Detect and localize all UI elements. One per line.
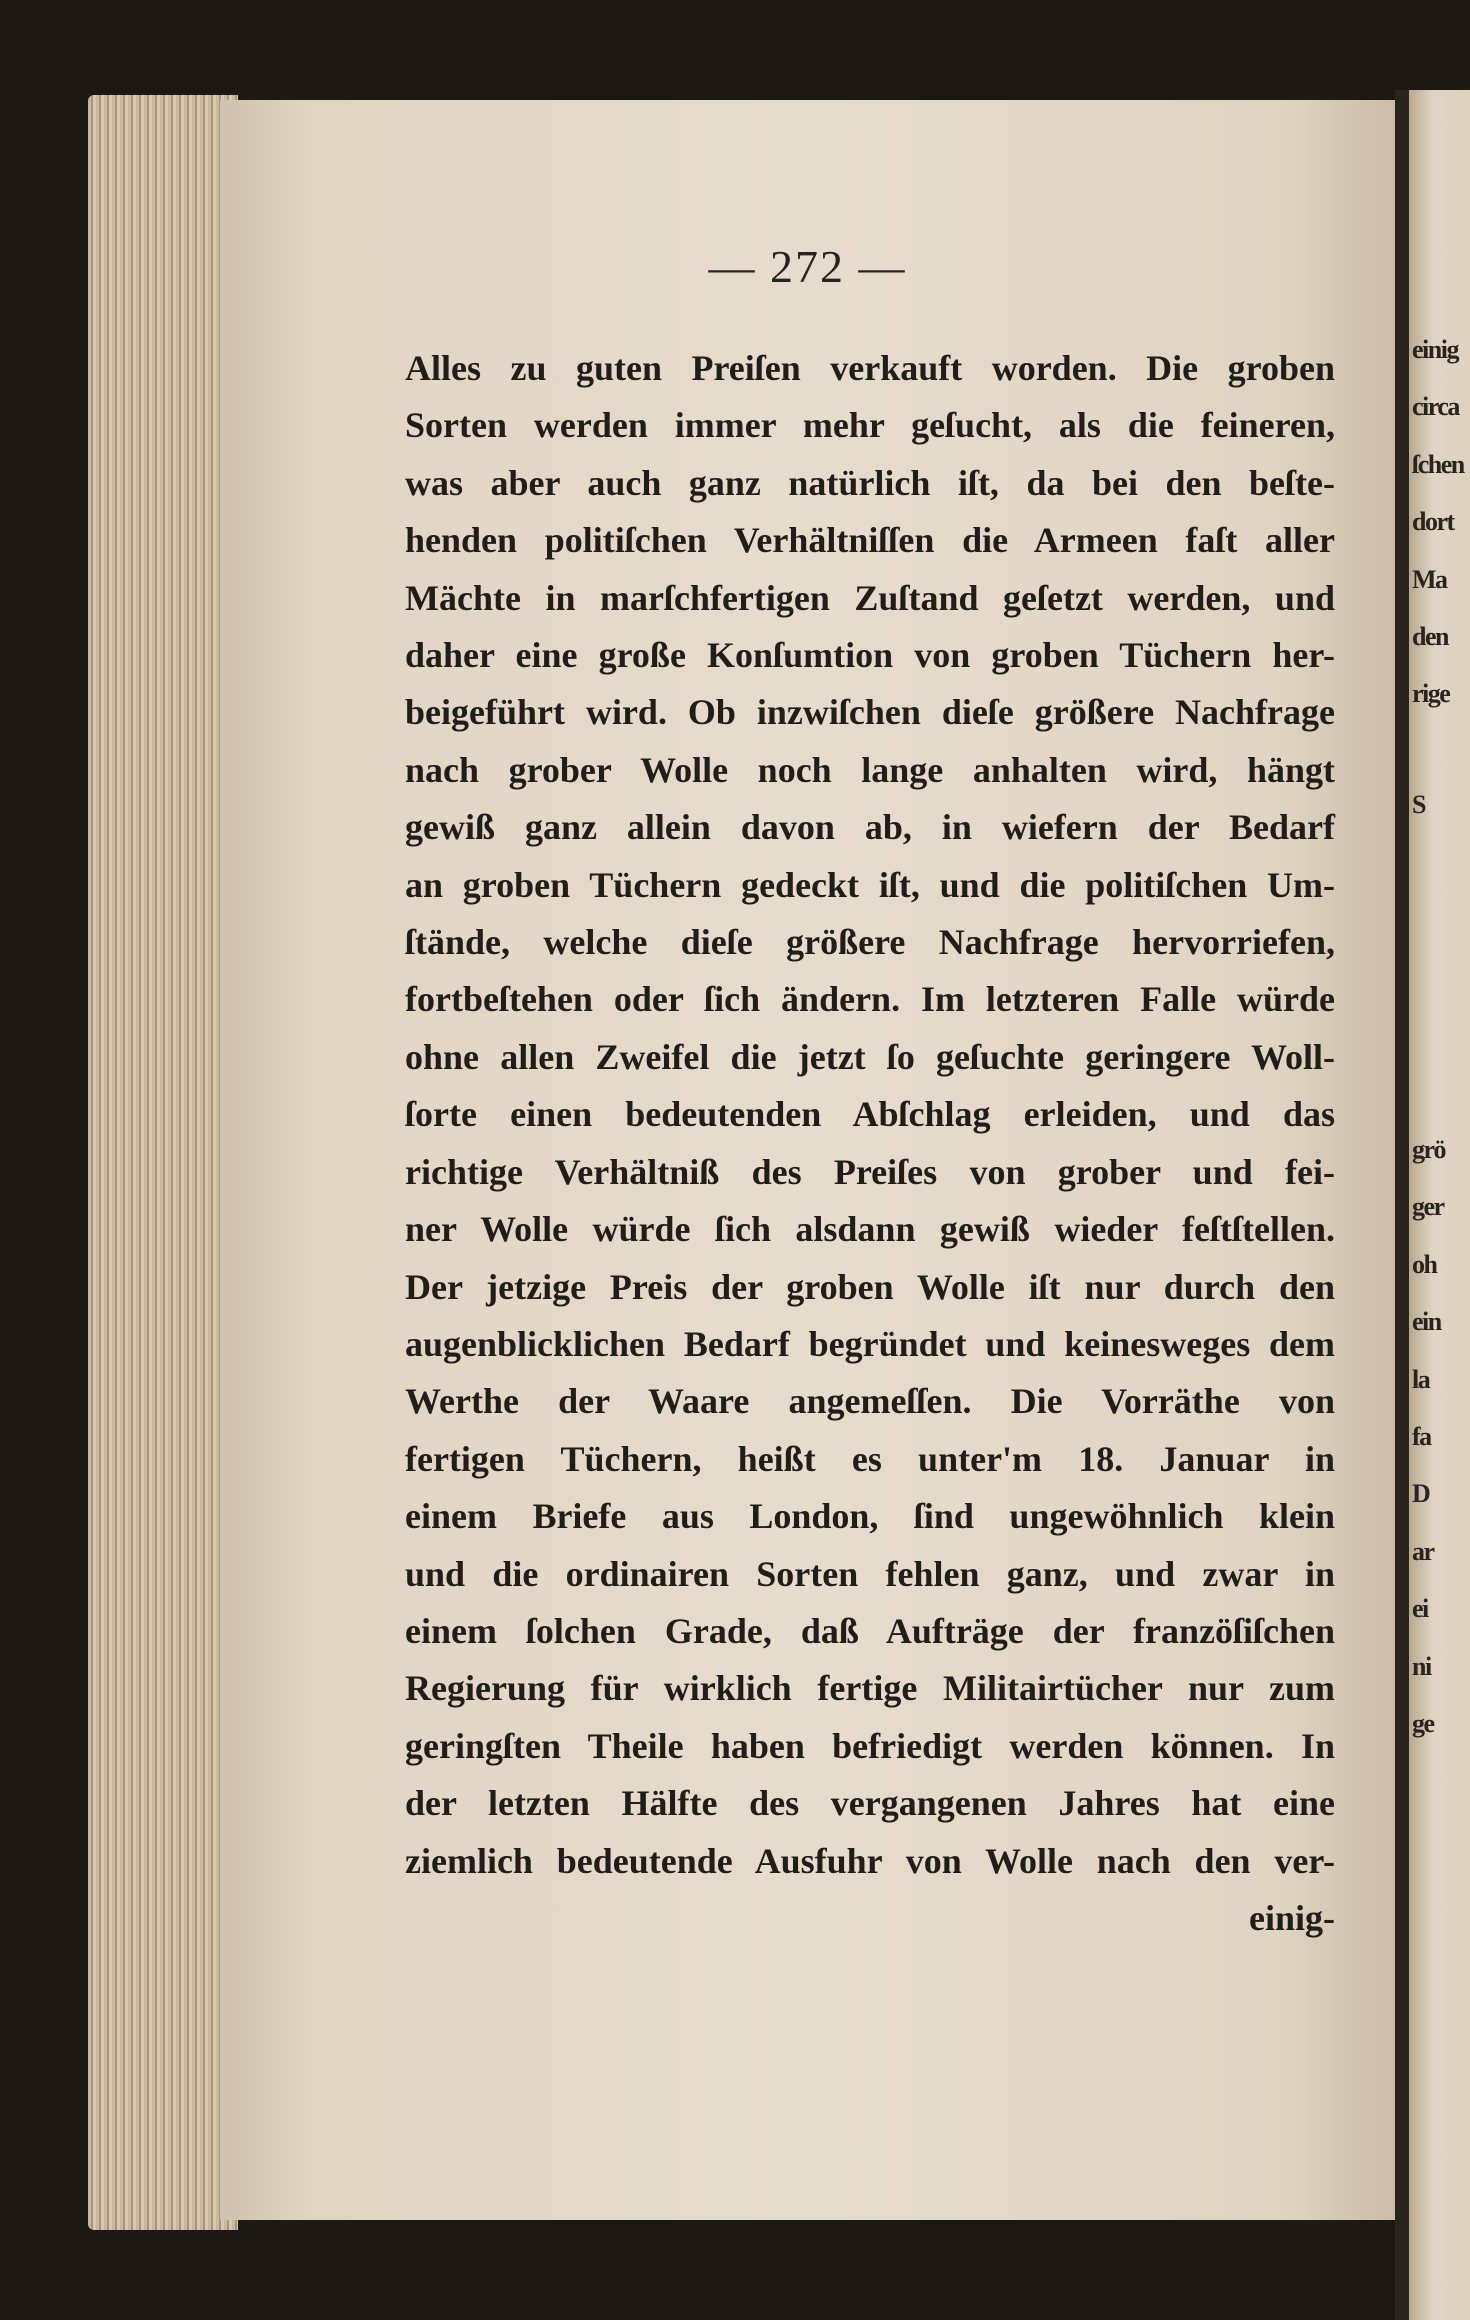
book-gutter	[1395, 90, 1409, 2320]
next-page-fragment: einig	[1412, 335, 1458, 364]
text-line: nach grober Wolle noch lange anhalten wird, hängt	[405, 749, 1335, 790]
next-page-fragment: D	[1412, 1479, 1430, 1509]
text-line: Regierung für wirklich fertige Militairtücher nur zum	[405, 1668, 1335, 1709]
next-page-fragment: ger	[1412, 1192, 1444, 1222]
text-line: richtige Verhältniß des Preiſes von grober und fei-	[405, 1151, 1335, 1192]
next-page-fragment: S	[1412, 790, 1425, 819]
text-line: Der jetzige Preis der groben Wolle iſt nur durch den	[405, 1266, 1335, 1307]
next-page-fragment: ge	[1412, 1709, 1434, 1738]
text-line: an groben Tüchern gedeckt iſt, und die politiſchen Um-	[405, 864, 1335, 905]
next-page-fragment: circa	[1412, 392, 1459, 422]
page-number: — 272 —	[708, 241, 907, 292]
next-page-edge	[1409, 90, 1470, 2320]
text-line: beigeführt wird. Ob inzwiſchen dieſe größere Nachfrage	[405, 692, 1335, 733]
next-page-fragment: ſchen	[1412, 449, 1464, 479]
next-page-fragment: ein	[1412, 1307, 1441, 1337]
text-line: ner Wolle würde ſich alsdann gewiß wieder feſtſtellen.	[405, 1209, 1335, 1250]
book-page	[220, 100, 1395, 2220]
text-line: Werthe der Waare angemeſſen. Die Vorräthe von	[405, 1381, 1335, 1422]
next-page-fragment: rige	[1412, 679, 1450, 709]
text-line: augenblicklichen Bedarf begründet und keinesweges dem	[405, 1323, 1335, 1364]
next-page-fragment: ni	[1412, 1651, 1431, 1681]
next-page-fragment: Ma	[1412, 564, 1447, 594]
text-line: daher eine große Konſumtion von groben Tüchern her-	[405, 635, 1335, 676]
text-line: der letzten Hälfte des vergangenen Jahres hat eine	[405, 1783, 1335, 1824]
text-line: henden politiſchen Verhältniſſen die Armeen faſt aller	[405, 520, 1335, 561]
text-line: Mächte in marſchfertigen Zuſtand geſetzt werden, und	[405, 577, 1335, 618]
text-line: gewiß ganz allein davon ab, in wiefern der Bedarf	[405, 807, 1335, 848]
next-page-fragment: den	[1412, 622, 1448, 651]
text-line: Sorten werden immer mehr geſucht, als die feineren,	[405, 405, 1335, 446]
next-page-fragment: grö	[1412, 1135, 1446, 1164]
page-stack-edges	[88, 95, 238, 2230]
body-text	[405, 340, 1335, 1947]
text-line: einem ſolchen Grade, daß Aufträge der franzöſiſchen	[405, 1610, 1335, 1651]
text-line: geringſten Theile haben befriedigt werden können. In	[405, 1725, 1335, 1766]
next-page-fragment: fa	[1412, 1422, 1431, 1451]
next-page-fragment: oh	[1412, 1249, 1437, 1279]
text-line: ſtände, welche dieſe größere Nachfrage hervorriefen,	[405, 922, 1335, 963]
next-page-fragment: dort	[1412, 507, 1454, 537]
text-line: und die ordinairen Sorten fehlen ganz, und zwar in	[405, 1553, 1335, 1594]
text-line: fertigen Tüchern, heißt es unter'm 18. Januar in	[405, 1438, 1335, 1479]
text-line: ohne allen Zweifel die jetzt ſo geſuchte geringere Woll-	[405, 1036, 1335, 1077]
text-line: einem Briefe aus London, ſind ungewöhnlich klein	[405, 1496, 1335, 1537]
text-line: ziemlich bedeutende Ausfuhr von Wolle nach den ver-	[405, 1840, 1335, 1881]
text-line: Alles zu guten Preiſen verkauft worden. Die groben	[405, 348, 1335, 388]
next-page-fragment: la	[1412, 1364, 1430, 1394]
text-line: ſorte einen bedeutenden Abſchlag erleiden, und das	[405, 1094, 1335, 1135]
text-line: was aber auch ganz natürlich iſt, da bei den beſte-	[405, 462, 1335, 503]
text-line: fortbeſtehen oder ſich ändern. Im letzteren Falle würde	[405, 979, 1335, 1020]
next-page-fragment: ei	[1412, 1594, 1428, 1624]
next-page-fragment: ar	[1412, 1536, 1434, 1566]
catchword: einig-	[1249, 1897, 1335, 1938]
